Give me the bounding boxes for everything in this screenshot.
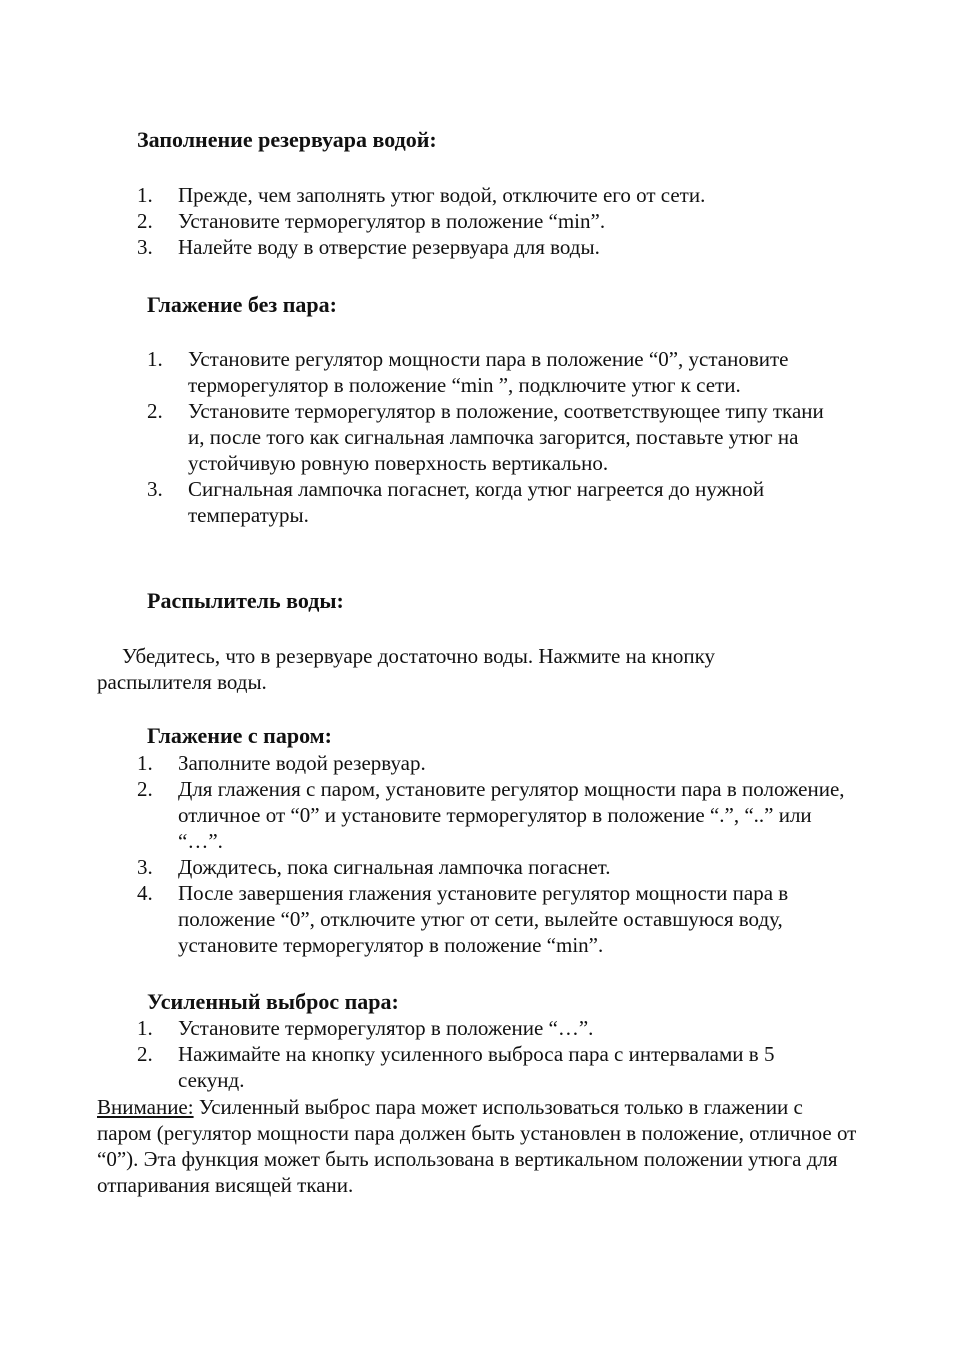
steps-list-dry-ironing (147, 346, 845, 528)
list-item: 1. Установите терморегулятор в положение “…”. (137, 1016, 594, 1040)
list-item: 2. Для глажения с паром, установите регулятор мощности пара в положение, отличное от “0” и установите терморегулятор в положение “.”, “..” или “…”. (137, 777, 845, 853)
section-title-dry-ironing: Глажение без пара: (147, 292, 337, 317)
list-item: 3. Дождитесь, пока сигнальная лампочка погаснет. (137, 855, 611, 879)
warning-label: Внимание: (97, 1095, 194, 1119)
section-title-steam-burst: Усиленный выброс пара: (147, 989, 399, 1014)
section-title-water-sprayer: Распылитель воды: (147, 588, 344, 613)
list-item: 3. Налейте воду в отверстие резервуара для воды. (137, 235, 600, 259)
steps-list-steam-burst (137, 1015, 842, 1093)
list-item: 1. Заполните водой резервуар. (137, 751, 426, 775)
list-item: 2. Установите терморегулятор в положение, соответствующее типу ткани и, после того как сигнальная лампочка загорится, поставьте утюг на устойчивую ровную поверхность вертикально. (147, 399, 824, 475)
list-item: 2. Установите терморегулятор в положение “min”. (137, 209, 606, 233)
steps-list-water-filling (137, 182, 837, 260)
list-item: 1. Установите регулятор мощности пара в положение “0”, установите терморегулятор в положение “min ”, подключите утюг к сети. (147, 347, 789, 397)
warning-text: Усиленный выброс пара может использоваться только в глажении с паром (регулятор мощности пара должен быть установлен в положение, отличное от “0”). Эта функция может быть использована в вертикальном положении утюга для отпаривания висящей ткани. (97, 1095, 857, 1197)
list-item: 3. Сигнальная лампочка погаснет, когда утюг нагреется до нужной температуры. (147, 477, 765, 527)
section-title-water-filling: Заполнение резервуара водой: (137, 127, 437, 152)
list-item: 2. Нажимайте на кнопку усиленного выброса пара с интервалами в 5 секунд. (137, 1042, 775, 1092)
sprayer-instruction-text: Убедитесь, что в резервуаре достаточно воды. Нажмите на кнопку распылителя воды. (97, 644, 715, 694)
list-item: 1. Прежде, чем заполнять утюг водой, отключите его от сети. (137, 183, 706, 207)
steps-list-steam-ironing (137, 750, 847, 958)
warning-note (97, 1094, 862, 1198)
section-title-steam-ironing: Глажение с паром: (147, 723, 332, 748)
list-item: 4. После завершения глажения установите регулятор мощности пара в положение “0”, отключите утюг от сети, вылейте оставшуюся воду, установите терморегулятор в положение “min”. (137, 881, 789, 957)
